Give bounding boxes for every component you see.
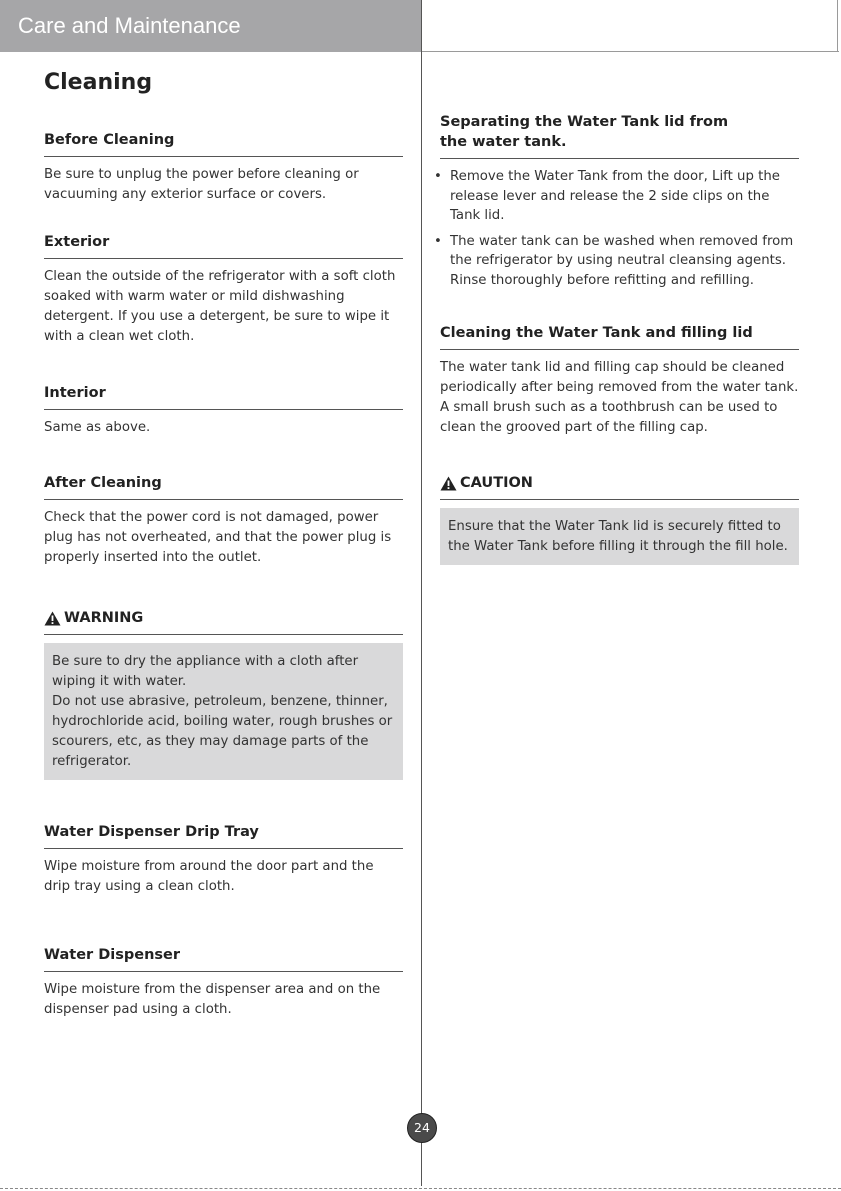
list-item-text: Remove the Water Tank from the door, Lift up the release lever and release the 2 side clips on the Tank lid. xyxy=(450,169,780,223)
section-body: Wipe moisture from the dispenser area and on the dispenser pad using a cloth. xyxy=(44,982,381,1017)
header-edge xyxy=(837,0,838,52)
column-divider xyxy=(421,0,422,1186)
section-heading: After Cleaning xyxy=(44,473,403,500)
list-item xyxy=(434,232,799,291)
section-heading: Interior xyxy=(44,383,403,410)
bullet-list xyxy=(434,167,799,290)
section-exterior xyxy=(44,232,403,347)
warning-text: Do not use abrasive, petroleum, benzene, thinner, hydrochloride acid, boiling water, rough brushes or scourers, etc, as they may damage parts of the refrigerator. xyxy=(52,694,393,769)
warning-box xyxy=(44,643,403,780)
section-drip-tray xyxy=(44,822,403,897)
caution-heading xyxy=(440,473,799,500)
heading-line: the water tank. xyxy=(440,134,567,150)
section-heading: Water Dispenser xyxy=(44,945,403,972)
warning-icon xyxy=(440,476,457,491)
warning-text: Be sure to dry the appliance with a cloth after wiping it with water. xyxy=(52,654,359,689)
warning-label: WARNING xyxy=(64,610,144,626)
page-number: 24 xyxy=(407,1113,437,1143)
section-water-dispenser xyxy=(44,945,403,1020)
section-heading: Cleaning the Water Tank and filling lid xyxy=(440,323,799,350)
section-after-cleaning xyxy=(44,473,403,568)
section-cleaning-tank xyxy=(440,323,799,438)
warning-icon xyxy=(44,611,61,626)
section-heading: Exterior xyxy=(44,232,403,259)
caution-box xyxy=(440,508,799,565)
warning-heading xyxy=(44,608,403,635)
header-rule xyxy=(421,51,839,52)
section-interior xyxy=(44,383,403,438)
section-body: Clean the outside of the refrigerator with a soft cloth soaked with warm water or mild dishwashing detergent. If you use a detergent, be sure to wipe it with a clean wet cloth. xyxy=(44,269,396,344)
page-title: Cleaning xyxy=(44,70,153,95)
section-caution xyxy=(440,473,799,565)
heading-line: Separating the Water Tank lid from xyxy=(440,114,729,130)
section-body: Check that the power cord is not damaged, power plug has not overheated, and that the power plug is properly inserted into the outlet. xyxy=(44,510,392,565)
section-body: Same as above. xyxy=(44,420,151,435)
section-heading xyxy=(440,112,799,159)
header-bar xyxy=(0,0,421,52)
bullet-marker: • xyxy=(434,233,442,249)
list-item xyxy=(434,167,799,226)
page-bottom-rule xyxy=(0,1188,841,1189)
section-body: Wipe moisture from around the door part and the drip tray using a clean cloth. xyxy=(44,859,374,894)
section-heading: Before Cleaning xyxy=(44,130,403,157)
header-title: Care and Maintenance xyxy=(18,13,241,38)
section-separating-lid xyxy=(434,112,799,296)
section-body: Be sure to unplug the power before cleaning or vacuuming any exterior surface or covers. xyxy=(44,167,359,202)
section-body: The water tank lid and filling cap should be cleaned periodically after being removed from the water tank. A small brush such as a toothbrush can be used to clean the grooved part of the filling cap. xyxy=(440,360,799,435)
list-item-text: The water tank can be washed when removed from the refrigerator by using neutral cleansing agents. Rinse thoroughly before refitting and refilling. xyxy=(450,233,794,288)
section-warning xyxy=(44,608,403,780)
section-before-cleaning xyxy=(44,130,403,205)
bullet-marker: • xyxy=(434,169,442,184)
section-heading: Water Dispenser Drip Tray xyxy=(44,822,403,849)
caution-text: Ensure that the Water Tank lid is securely fitted to the Water Tank before filling it through the fill hole. xyxy=(448,519,788,554)
caution-label: CAUTION xyxy=(460,475,533,491)
